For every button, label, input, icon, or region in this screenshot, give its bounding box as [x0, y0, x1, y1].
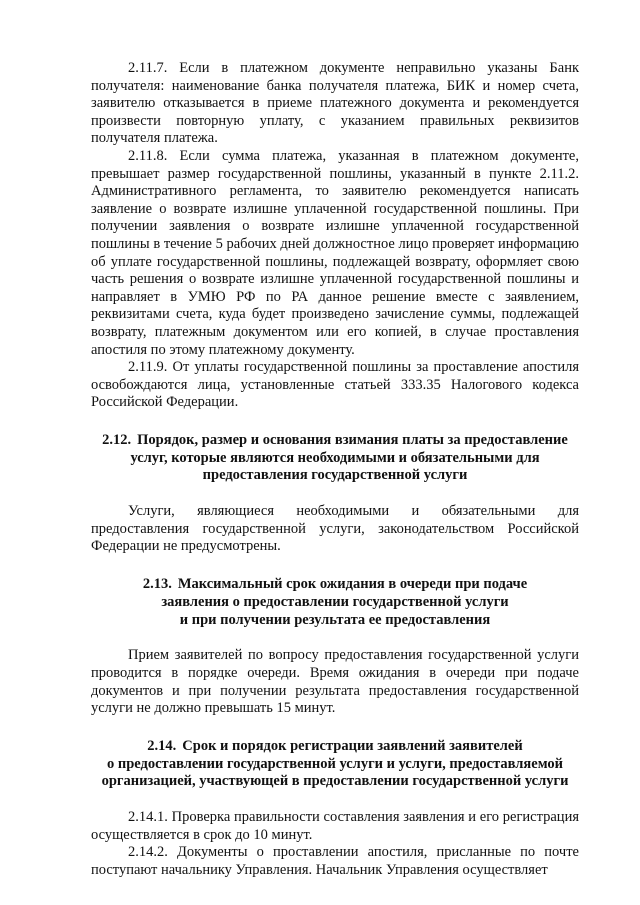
heading-2-13-line-2: заявления о предоставлении государственной услуги: [161, 593, 509, 610]
heading-2-13-number: 2.13.: [142, 576, 172, 593]
heading-2-12-number: 2.12.: [102, 431, 132, 448]
document-page: [91, 60, 579, 880]
heading-2-12-line-2: услуг, которые являются необходимыми и обязательными для: [130, 449, 540, 466]
paragraph-2-12: Услуги, являющиеся необходимыми и обязательными для предоставления государственной услуги, законодательством Российской Федерации не предусмотрены.: [91, 503, 579, 555]
heading-2-13-line-1: Максимальный срок ожидания в очереди при подаче: [177, 576, 528, 593]
heading-2-14-line-3: организацией, участвующей в предоставлении государственной услуги: [101, 773, 569, 790]
heading-2-12-line-3: предоставления государственной услуги: [202, 467, 468, 484]
paragraph-2-11-8: 2.11.8. Если сумма платежа, указанная в платежном документе, превышает размер государственной пошлины, указанный в пункте 2.11.2. Административного регламента, то заявителю рекомендуется написать заявление о возврате излишне уплаченной государственной пошлины. При получении заявления о возврате излишне уплаченной государственной пошлины в течение 5 рабочих дней должностное лицо проверяет информацию об уплате государственной пошлины, подлежащей возврату, оформляет свою часть решения о возврате излишне уплаченной государственной пошлины и направляет в УМЮ РФ по РА данное решение вместе с заявлением, реквизитами счета, куда будет произведено зачисление суммы, подлежащей возврату, платежным документом или его копией, в случае проставления апостиля по этому платежному документу.: [91, 147, 579, 358]
paragraph-2-11-7: 2.11.7. Если в платежном документе неправильно указаны Банк получателя: наименование банка получателя платежа, БИК и номер счета, заявителю отказывается в приеме платежного документа и рекомендуется произвести повторную уплату, с указанием правильных реквизитов получателя платежа.: [91, 60, 579, 147]
heading-2-12: [91, 432, 579, 485]
heading-2-13: [91, 576, 579, 629]
heading-2-12-line-1: Порядок, размер и основания взимания платы за предоставление: [137, 431, 568, 448]
heading-2-14: [91, 738, 579, 791]
heading-2-13-line-3: и при получении результата ее предоставления: [179, 611, 491, 628]
paragraph-2-14-1: 2.14.1. Проверка правильности составления заявления и его регистрация осуществляется в срок до 10 минут.: [91, 809, 579, 843]
paragraph-2-14-2: 2.14.2. Документы о проставлении апостиля, присланные по почте поступают начальнику Управления. Начальник Управления осуществляет: [91, 844, 579, 878]
heading-2-14-line-1: Срок и порядок регистрации заявлений заявителей: [182, 737, 523, 754]
paragraph-2-11-9: 2.11.9. От уплаты государственной пошлины за проставление апостиля освобождаются лица, установленные статьей 333.35 Налогового кодекса Российской Федерации.: [91, 359, 579, 411]
heading-2-14-line-2: о предоставлении государственной услуги и услуги, предоставляемой: [106, 755, 564, 772]
heading-2-14-number: 2.14.: [147, 737, 177, 754]
paragraph-2-13: Прием заявителей по вопросу предоставления государственной услуги проводится в порядке очереди. Время ожидания в очереди при подаче документов и при получении результата предоставления государственной услуги не должно превышать 15 минут.: [91, 647, 579, 717]
